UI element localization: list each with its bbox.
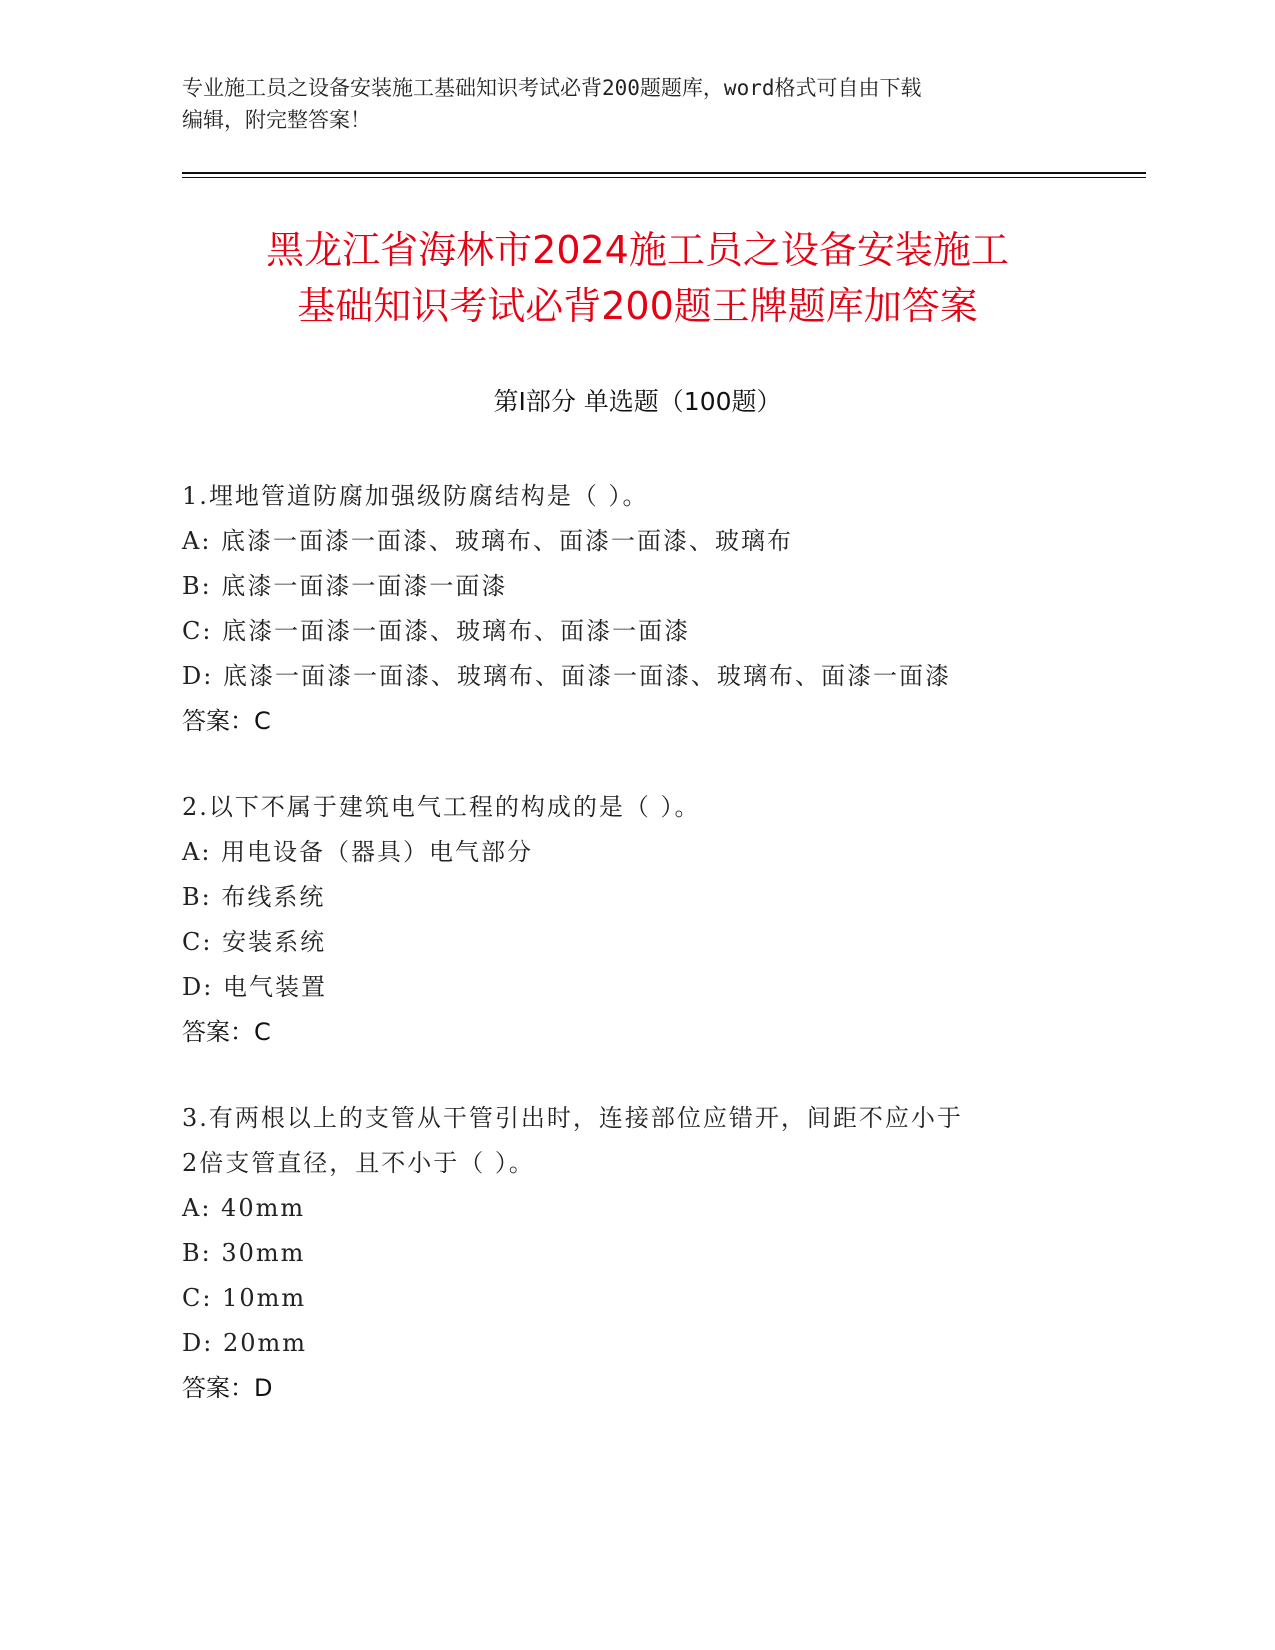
answer-label: 答案：C [182,707,271,735]
option-a: A: 用电设备（器具）电气部分 [182,838,534,866]
option-a: A: 40mm [182,1194,306,1222]
option-a: A: 底漆一面漆一面漆、玻璃布、面漆一面漆、玻璃布 [182,527,794,555]
header-line-2: 编辑，附完整答案！ [182,108,371,132]
question-stem: 1.埋地管道防腐加强级防腐结构是（ ）。 [182,482,649,510]
header-divider-thin [182,177,1146,178]
header-line-1: 专业施工员之设备安装施工基础知识考试必背200题题库，word格式可自由下载 [182,76,922,100]
option-b: B: 30mm [182,1239,306,1267]
question-stem-line-2: 2倍支管直径，且不小于（ ）。 [182,1149,535,1177]
question-3 [182,1096,1082,1411]
document-title [140,222,1135,334]
option-b: B: 布线系统 [182,883,326,911]
option-c: C: 安装系统 [182,928,327,956]
option-d: D: 电气装置 [182,973,327,1001]
section-title: 第Ⅰ部分 单选题（100题） [493,387,782,416]
title-line-1: 黑龙江省海林市2024施工员之设备安装施工 [266,228,1009,272]
answer-label: 答案：D [182,1374,273,1402]
option-d: D: 底漆一面漆一面漆、玻璃布、面漆一面漆、玻璃布、面漆一面漆 [182,662,951,690]
option-c: C: 底漆一面漆一面漆、玻璃布、面漆一面漆 [182,617,691,645]
question-list [182,474,1082,1452]
option-c: C: 10mm [182,1284,307,1312]
question-2 [182,785,1082,1055]
question-stem: 2.以下不属于建筑电气工程的构成的是（ ）。 [182,793,701,821]
title-line-2: 基础知识考试必背200题王牌题库加答案 [297,284,978,328]
answer-label: 答案：C [182,1018,271,1046]
document-header [182,72,1082,136]
question-1 [182,474,1082,744]
option-b: B: 底漆一面漆一面漆一面漆 [182,572,508,600]
header-divider-thick [182,172,1146,174]
option-d: D: 20mm [182,1329,308,1357]
question-stem-line-1: 3.有两根以上的支管从干管引出时，连接部位应错开，间距不应小于 [182,1104,963,1132]
